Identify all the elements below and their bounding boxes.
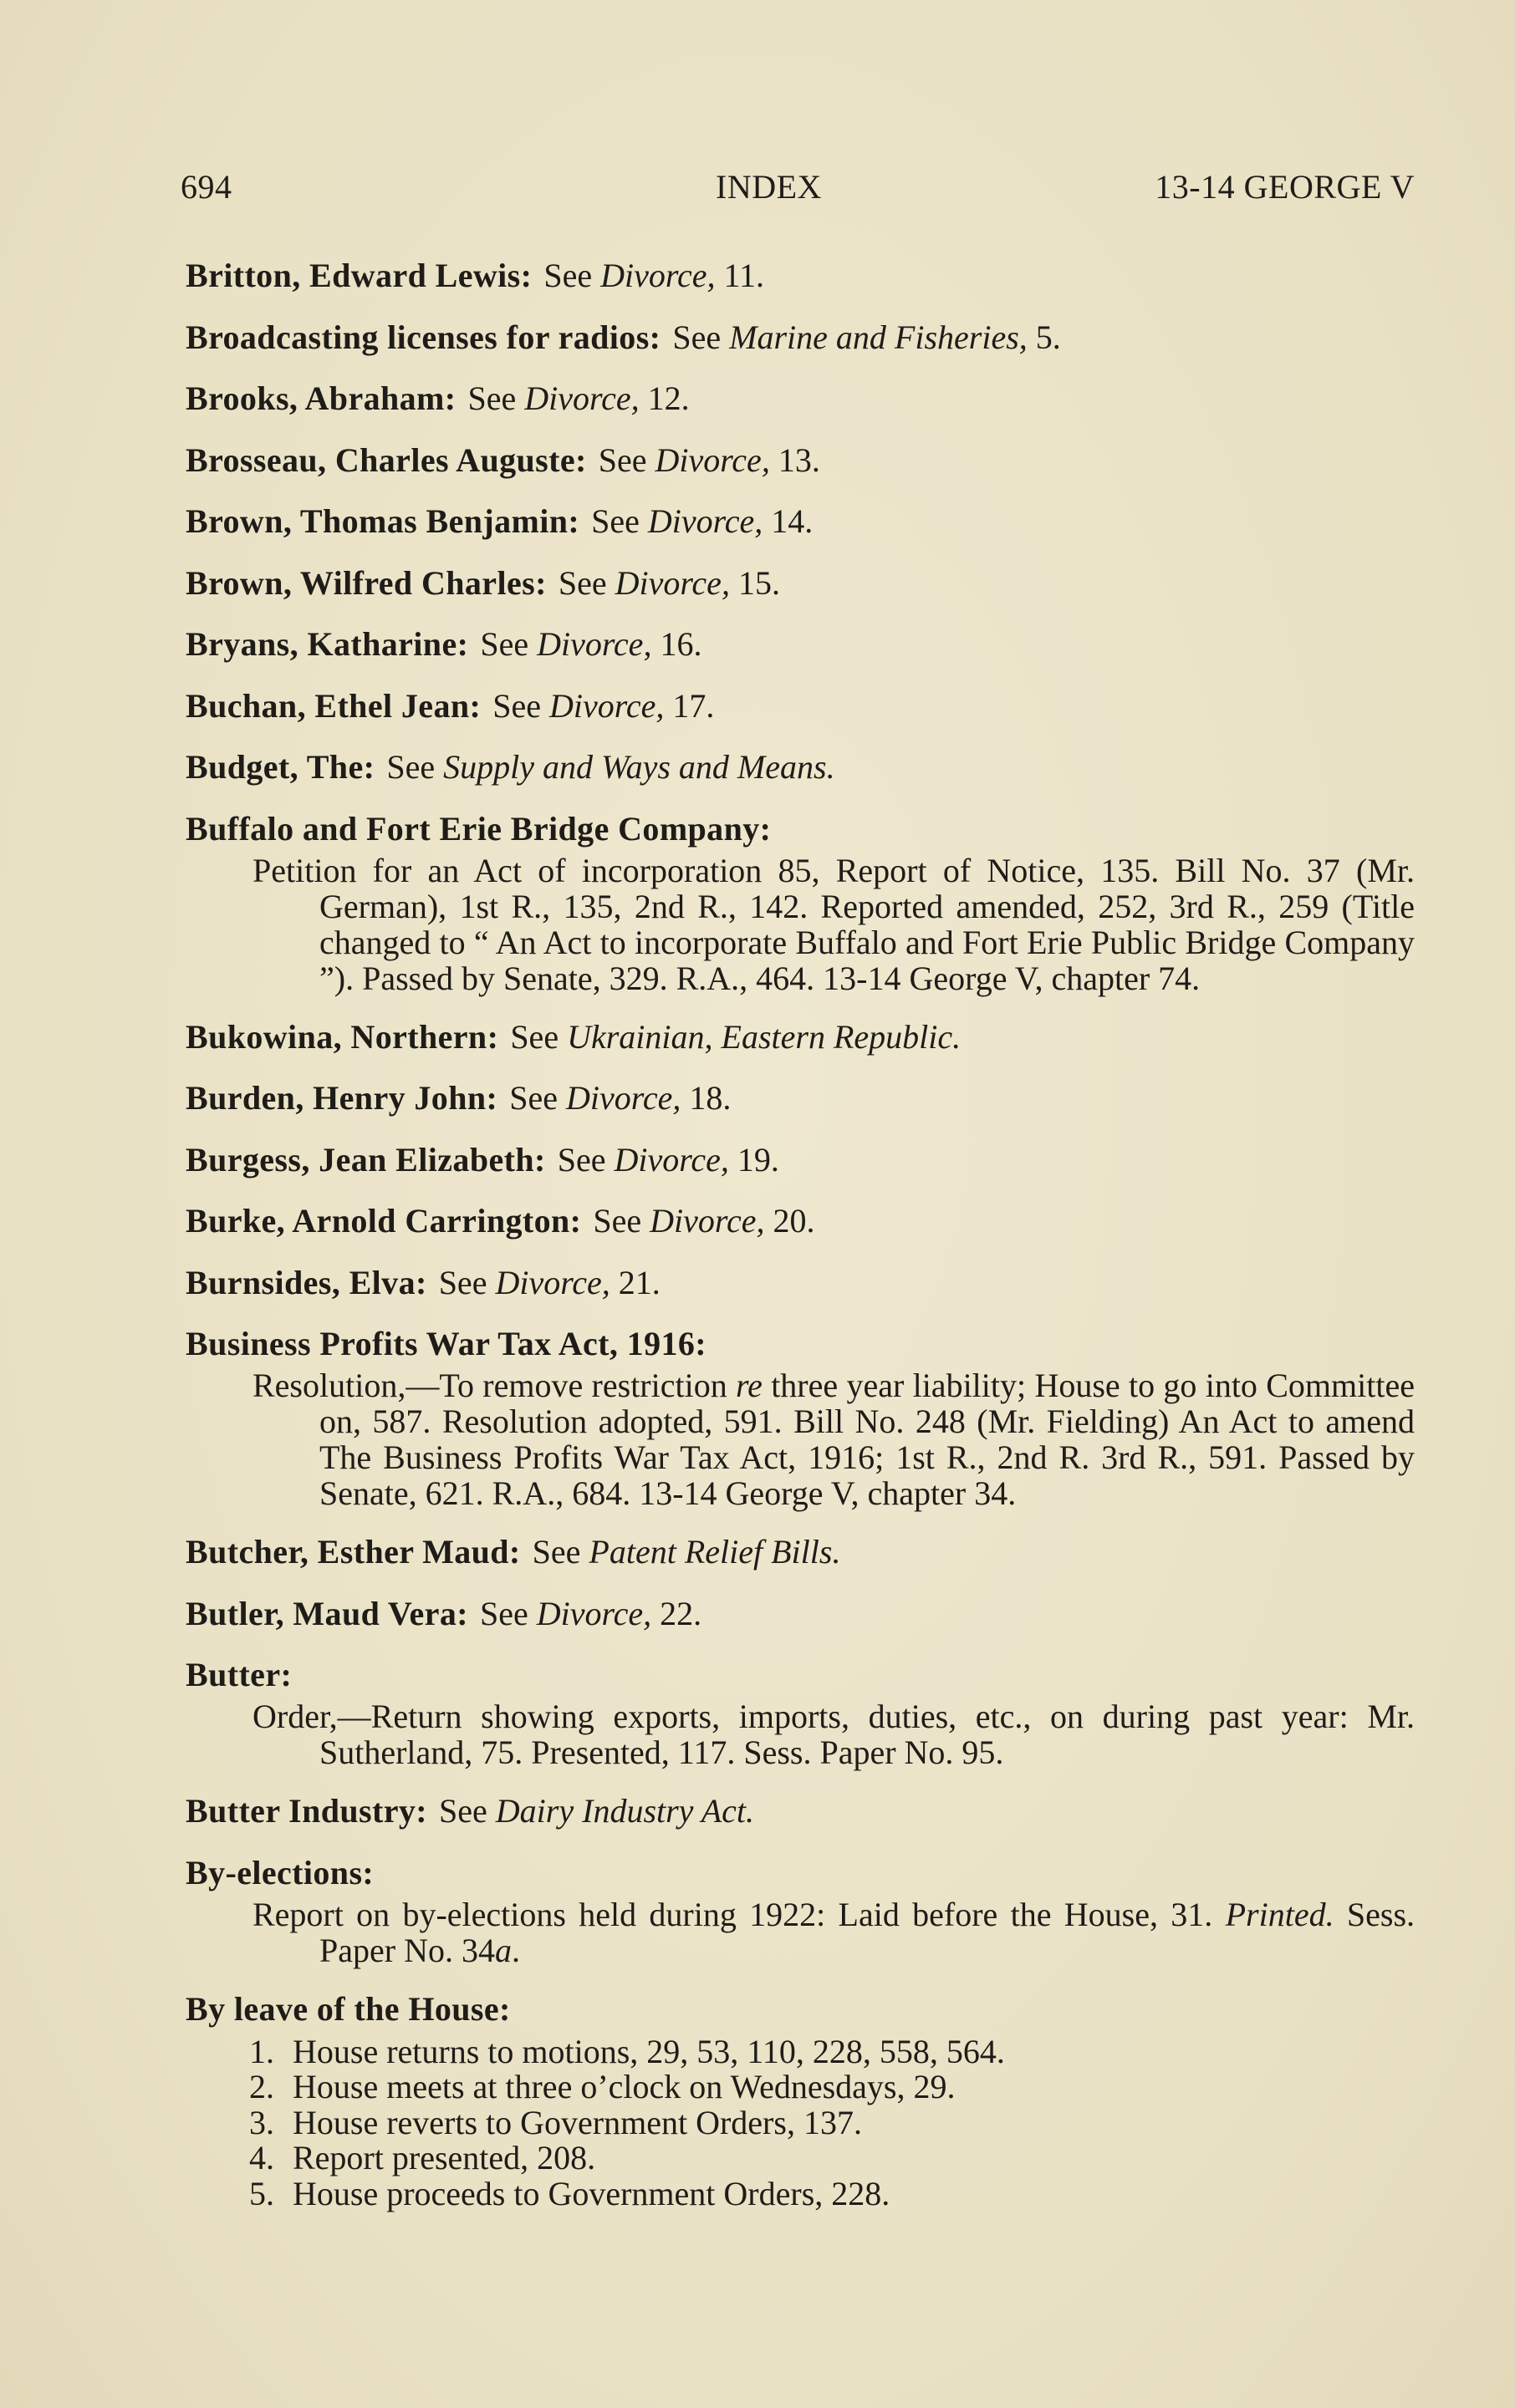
index-entry (186, 1791, 1415, 1831)
see-label: See (593, 1202, 642, 1240)
see-label: See (543, 257, 593, 294)
numbered-list (249, 2034, 1415, 2212)
buffalo-bridge-entry (186, 809, 1415, 996)
see-label: See (438, 1263, 487, 1301)
cross-reference: Divorce, (647, 502, 763, 540)
cross-reference: Divorce, (548, 686, 665, 725)
index-entry (186, 686, 1415, 726)
index-entry (186, 1017, 1415, 1057)
see-label: See (672, 318, 722, 356)
entry-heading: By leave of the House: (186, 1989, 511, 2028)
detail-text: Sess. Paper No. 34 (319, 1895, 1416, 1969)
entry-group-2 (186, 1017, 1415, 1303)
reference-number: 21. (618, 1263, 661, 1301)
entry-group-1 (186, 256, 1415, 787)
cross-reference: Divorce, (524, 379, 640, 417)
entry-heading: Burgess, Jean Elizabeth: (186, 1140, 546, 1179)
see-label: See (492, 686, 541, 725)
index-entry (186, 501, 1415, 542)
list-item (249, 2034, 1415, 2070)
business-profits-entry (186, 1324, 1415, 1511)
entry-heading-line (186, 1853, 1415, 1893)
entry-detail (252, 1896, 1415, 1968)
butter-entry (186, 1655, 1415, 1770)
item-text: House reverts to Government Orders, 137. (293, 2103, 862, 2141)
reference-number: 22. (660, 1594, 702, 1632)
entry-heading: Britton, Edward Lewis: (186, 257, 533, 294)
item-text: House returns to motions, 29, 53, 110, 228, 558, 564. (293, 2032, 1005, 2070)
see-label: See (591, 502, 640, 540)
cross-reference: Dairy Industry Act. (495, 1792, 755, 1830)
cross-reference: Supply and Ways and Means. (443, 748, 835, 786)
item-number: 5. (249, 2174, 274, 2212)
cross-reference: Divorce, (650, 1202, 765, 1240)
by-leave-entry (186, 1989, 1415, 2212)
cross-reference: Divorce, (495, 1263, 610, 1301)
entry-heading-line (186, 1655, 1415, 1695)
see-label: See (598, 440, 647, 479)
index-body (186, 256, 1415, 2212)
reference-number: 20. (773, 1202, 815, 1240)
running-head (181, 167, 1415, 217)
detail-text: three year liability; House to go into Committee on, 587. Resolution adopted, 591. Bill No. 248 (Mr. Fielding) An Act to amend The Business Profits War Tax Act, 1916; 1st R., 2nd R. 3rd R., 591. Passed by Senate, 621. R.A., 684. 13-14 George V, chapter 34. (319, 1367, 1415, 1512)
see-label: See (510, 1017, 559, 1056)
reference-number: 5. (1035, 318, 1061, 356)
index-entry (186, 624, 1415, 664)
detail-text: Report on by-elections held during 1922: Laid before the House, 31. (252, 1895, 1213, 1933)
entry-heading: Business Profits War Tax Act, 1916: (186, 1325, 706, 1362)
item-number: 4. (249, 2139, 274, 2176)
item-text: House meets at three o’clock on Wednesdays, 29. (293, 2068, 956, 2105)
cross-reference: Divorce, (536, 1594, 652, 1632)
entry-heading: Bukowina, Northern: (186, 1017, 499, 1056)
index-entry (186, 1078, 1415, 1118)
entry-heading-line (186, 1989, 1415, 2029)
reference-number: 13. (778, 440, 820, 479)
index-entry (186, 747, 1415, 787)
cross-reference: Divorce, (615, 563, 730, 602)
item-number: 3. (249, 2103, 274, 2141)
item-text: Report presented, 208. (293, 2139, 596, 2176)
index-entry (186, 318, 1415, 358)
see-label: See (558, 563, 607, 602)
index-entry (186, 440, 1415, 481)
entry-heading: Brosseau, Charles Auguste: (186, 440, 587, 479)
index-entry (186, 1140, 1415, 1180)
reference-number: 17. (672, 686, 715, 725)
entry-heading-line (186, 1324, 1415, 1364)
see-label: See (480, 625, 529, 663)
detail-italic: a (494, 1931, 512, 1969)
entry-detail: Petition for an Act of incorporation 85, Report of Notice, 135. Bill No. 37 (Mr. German), 1st R., 135, 2nd R., 142. Reported amended, 252, 3rd R., 259 (Title changed to “ An Act to incorporate Buffalo and Fort Erie Public Bridge Company ”). Passed by Senate, 329. R.A., 464. 13-14 George V, chapter 74. (252, 851, 1415, 997)
entry-heading: Buchan, Ethel Jean: (186, 686, 482, 725)
see-label: See (532, 1533, 581, 1571)
entry-heading-line (186, 809, 1415, 849)
cross-reference: Divorce, (600, 257, 716, 294)
reference-number: 14. (771, 502, 814, 540)
list-item (249, 2069, 1415, 2105)
see-label: See (557, 1140, 606, 1179)
entry-heading: Buffalo and Fort Erie Bridge Company: (186, 809, 772, 848)
see-label: See (386, 748, 436, 786)
entry-detail (252, 1367, 1415, 1511)
cross-reference: Marine and Fisheries, (729, 318, 1028, 356)
entry-heading: Burden, Henry John: (186, 1079, 498, 1117)
entry-heading: Butter Industry: (186, 1792, 428, 1830)
entry-detail: Order,—Return showing exports, imports, duties, etc., on during past year: Mr. Sutherland, 75. Presented, 117. Sess. Paper No. 95. (252, 1698, 1415, 1771)
page-number: 694 (181, 168, 232, 206)
entry-heading: Burke, Arnold Carrington: (186, 1202, 582, 1240)
list-item (249, 2141, 1415, 2176)
detail-italic: Printed. (1225, 1895, 1334, 1933)
reference-number: 12. (647, 379, 690, 417)
entry-heading: Budget, The: (186, 748, 375, 786)
see-label: See (439, 1792, 487, 1830)
cross-reference: Divorce, (565, 1079, 681, 1117)
reference-number: 11. (723, 257, 764, 294)
reference-number: 15. (737, 563, 780, 602)
see-label: See (509, 1079, 558, 1117)
item-text: House proceeds to Government Orders, 228. (293, 2174, 890, 2212)
entry-group-3 (186, 1532, 1415, 1634)
entry-heading: Brooks, Abraham: (186, 379, 457, 417)
see-label: See (467, 379, 517, 417)
item-number: 1. (249, 2032, 274, 2070)
detail-text: . (511, 1931, 520, 1969)
entry-heading: Butter: (186, 1656, 293, 1693)
reference-number: 16. (660, 625, 702, 663)
entry-heading: Butler, Maud Vera: (186, 1594, 468, 1632)
entry-heading: Broadcasting licenses for radios: (186, 318, 661, 356)
entry-heading: Bryans, Katharine: (186, 625, 469, 663)
detail-text: Resolution,—To remove restriction (252, 1367, 727, 1404)
entry-heading: Brown, Wilfred Charles: (186, 563, 547, 602)
by-elections-entry (186, 1853, 1415, 1968)
cross-reference: Ukrainian, Eastern Republic. (567, 1017, 962, 1056)
index-entry (186, 1263, 1415, 1303)
regnal-year: 13-14 GEORGE V (1155, 168, 1415, 206)
item-number: 2. (249, 2068, 274, 2105)
index-entry (186, 1532, 1415, 1572)
entry-heading: Butcher, Esther Maud: (186, 1533, 521, 1571)
entry-heading: Brown, Thomas Benjamin: (186, 502, 580, 540)
see-label: See (479, 1594, 528, 1632)
list-item (249, 2105, 1415, 2141)
running-title: INDEX (716, 168, 822, 206)
index-entry (186, 563, 1415, 603)
entry-heading: Burnsides, Elva: (186, 1263, 427, 1301)
cross-reference: Divorce, (655, 440, 770, 479)
cross-reference: Divorce, (614, 1140, 729, 1179)
reference-number: 19. (737, 1140, 779, 1179)
entry-heading: By-elections: (186, 1853, 375, 1891)
cross-reference: Patent Relief Bills. (589, 1533, 841, 1571)
list-item (249, 2176, 1415, 2212)
index-entry (186, 379, 1415, 419)
detail-italic: re (736, 1367, 763, 1404)
reference-number: 18. (689, 1079, 732, 1117)
cross-reference: Divorce, (537, 625, 652, 663)
index-entry (186, 256, 1415, 296)
index-entry (186, 1594, 1415, 1634)
index-entry (186, 1201, 1415, 1241)
